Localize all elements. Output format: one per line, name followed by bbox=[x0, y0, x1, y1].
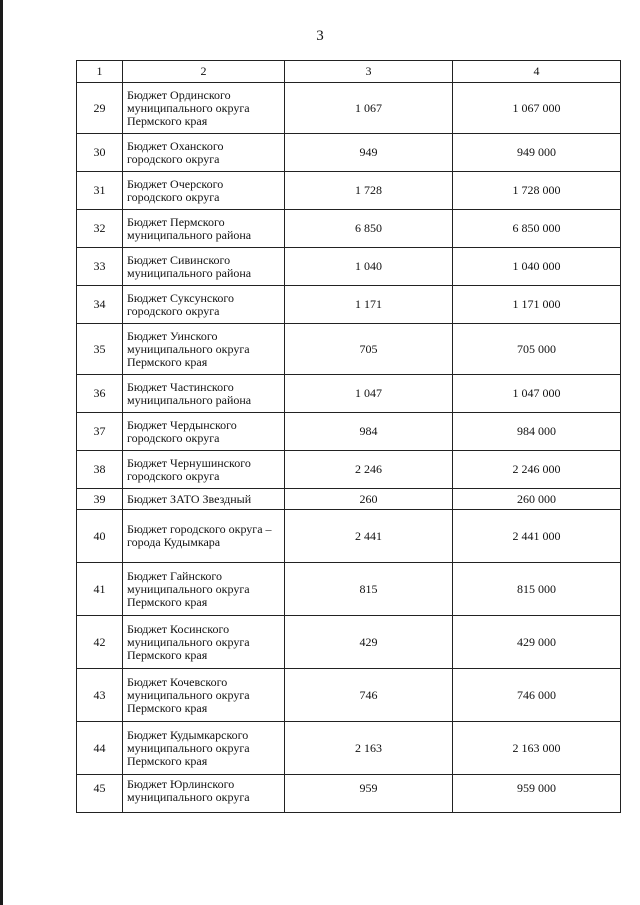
amount-col3: 429 bbox=[285, 616, 453, 669]
row-number: 33 bbox=[77, 248, 123, 286]
row-number: 34 bbox=[77, 286, 123, 324]
amount-col3: 1 067 bbox=[285, 83, 453, 134]
table-row bbox=[77, 722, 621, 775]
amount-col4: 1 040 000 bbox=[453, 248, 621, 286]
amount-col4: 1 067 000 bbox=[453, 83, 621, 134]
row-number: 45 bbox=[77, 775, 123, 813]
amount-col4: 1 171 000 bbox=[453, 286, 621, 324]
row-number: 44 bbox=[77, 722, 123, 775]
amount-col4: 6 850 000 bbox=[453, 210, 621, 248]
amount-col3: 949 bbox=[285, 134, 453, 172]
page-number: 3 bbox=[316, 28, 324, 44]
amount-col3: 2 163 bbox=[285, 722, 453, 775]
amount-col3: 705 bbox=[285, 324, 453, 375]
row-number: 43 bbox=[77, 669, 123, 722]
amount-col3: 815 bbox=[285, 563, 453, 616]
table-row bbox=[77, 413, 621, 451]
budget-name: Бюджет Кудымкарского муниципального округа Пермского края bbox=[123, 722, 285, 775]
table-header-row bbox=[77, 61, 621, 83]
budget-name: Бюджет городского округа – города Кудымкара bbox=[123, 510, 285, 563]
header-cell-1: 1 bbox=[77, 61, 123, 83]
budget-name: Бюджет Суксунского городского округа bbox=[123, 286, 285, 324]
row-number: 38 bbox=[77, 451, 123, 489]
table-row bbox=[77, 172, 621, 210]
amount-col4: 949 000 bbox=[453, 134, 621, 172]
table-row bbox=[77, 134, 621, 172]
amount-col4: 959 000 bbox=[453, 775, 621, 813]
table-row bbox=[77, 286, 621, 324]
amount-col3: 746 bbox=[285, 669, 453, 722]
page-left-edge bbox=[0, 0, 3, 905]
budget-name: Бюджет ЗАТО Звездный bbox=[123, 489, 285, 510]
budget-name: Бюджет Чернушинского городского округа bbox=[123, 451, 285, 489]
row-number: 32 bbox=[77, 210, 123, 248]
header-cell-2: 2 bbox=[123, 61, 285, 83]
amount-col3: 1 047 bbox=[285, 375, 453, 413]
budget-name: Бюджет Чердынского городского округа bbox=[123, 413, 285, 451]
amount-col4: 2 246 000 bbox=[453, 451, 621, 489]
amount-col4: 260 000 bbox=[453, 489, 621, 510]
table-row bbox=[77, 83, 621, 134]
amount-col3: 1 728 bbox=[285, 172, 453, 210]
amount-col4: 746 000 bbox=[453, 669, 621, 722]
row-number: 35 bbox=[77, 324, 123, 375]
budget-name: Бюджет Частинского муниципального района bbox=[123, 375, 285, 413]
budget-name: Бюджет Сивинского муниципального района bbox=[123, 248, 285, 286]
table-row bbox=[77, 616, 621, 669]
table-row bbox=[77, 210, 621, 248]
header-cell-3: 3 bbox=[285, 61, 453, 83]
budget-name: Бюджет Очерского городского округа bbox=[123, 172, 285, 210]
budget-name: Бюджет Юрлинского муниципального округа bbox=[123, 775, 285, 813]
budget-name: Бюджет Косинского муниципального округа Пермского края bbox=[123, 616, 285, 669]
row-number: 30 bbox=[77, 134, 123, 172]
amount-col3: 260 bbox=[285, 489, 453, 510]
table-row bbox=[77, 669, 621, 722]
budget-name: Бюджет Оханского городского округа bbox=[123, 134, 285, 172]
amount-col4: 2 441 000 bbox=[453, 510, 621, 563]
budget-name: Бюджет Уинского муниципального округа Пермского края bbox=[123, 324, 285, 375]
amount-col3: 2 246 bbox=[285, 451, 453, 489]
row-number: 36 bbox=[77, 375, 123, 413]
amount-col4: 815 000 bbox=[453, 563, 621, 616]
row-number: 29 bbox=[77, 83, 123, 134]
row-number: 37 bbox=[77, 413, 123, 451]
amount-col3: 1 040 bbox=[285, 248, 453, 286]
budget-name: Бюджет Ординского муниципального округа Пермского края bbox=[123, 83, 285, 134]
budget-name: Бюджет Гайнского муниципального округа Пермского края bbox=[123, 563, 285, 616]
amount-col3: 959 bbox=[285, 775, 453, 813]
amount-col4: 705 000 bbox=[453, 324, 621, 375]
amount-col3: 984 bbox=[285, 413, 453, 451]
row-number: 41 bbox=[77, 563, 123, 616]
row-number: 31 bbox=[77, 172, 123, 210]
budget-table bbox=[76, 60, 621, 813]
amount-col4: 1 047 000 bbox=[453, 375, 621, 413]
table-row bbox=[77, 248, 621, 286]
table-row bbox=[77, 510, 621, 563]
header-cell-4: 4 bbox=[453, 61, 621, 83]
table-row bbox=[77, 775, 621, 813]
table-row bbox=[77, 451, 621, 489]
table-row bbox=[77, 489, 621, 510]
row-number: 42 bbox=[77, 616, 123, 669]
amount-col4: 429 000 bbox=[453, 616, 621, 669]
amount-col3: 2 441 bbox=[285, 510, 453, 563]
row-number: 40 bbox=[77, 510, 123, 563]
amount-col3: 6 850 bbox=[285, 210, 453, 248]
budget-name: Бюджет Кочевского муниципального округа Пермского края bbox=[123, 669, 285, 722]
row-number: 39 bbox=[77, 489, 123, 510]
amount-col4: 1 728 000 bbox=[453, 172, 621, 210]
amount-col4: 2 163 000 bbox=[453, 722, 621, 775]
table-row bbox=[77, 563, 621, 616]
table-row bbox=[77, 324, 621, 375]
table-row bbox=[77, 375, 621, 413]
budget-name: Бюджет Пермского муниципального района bbox=[123, 210, 285, 248]
amount-col3: 1 171 bbox=[285, 286, 453, 324]
amount-col4: 984 000 bbox=[453, 413, 621, 451]
